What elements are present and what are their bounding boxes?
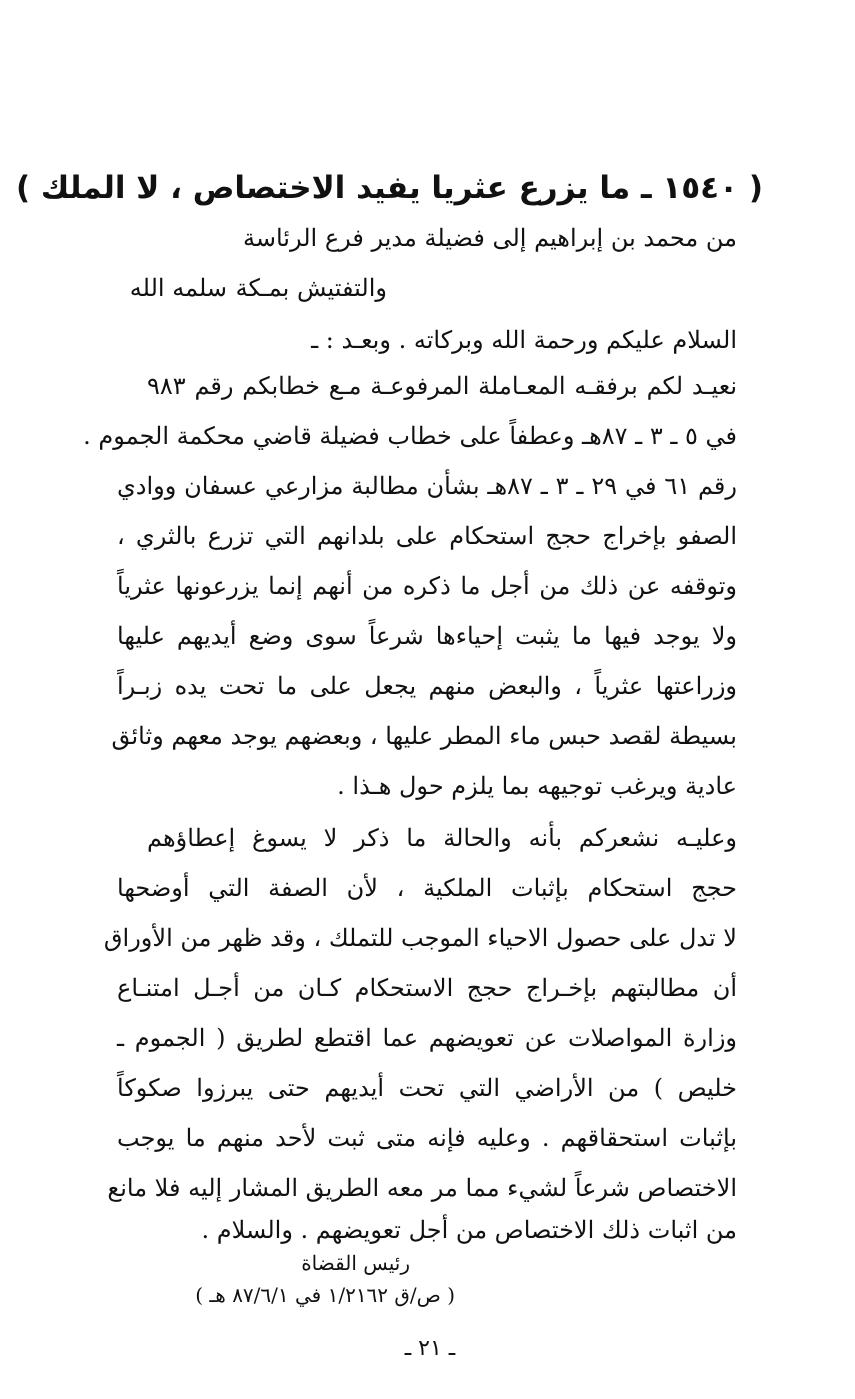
paragraph2-line: حجج استحكام بإثبات الملكية ، لأن الصفة التي أوضحها [117,874,737,902]
paragraph2-line: من اثبات ذلك الاختصاص من أجل تعويضهم . والسلام . [201,1216,737,1244]
paragraph1-line: ولا يوجد فيها ما يثبت إحياءها شرعاً سوى وضع أيديهم عليها [117,622,737,650]
greeting: السلام عليكم ورحمة الله وبركاته . وبعـد : ـ [311,326,737,354]
signature-reference: ( ص/ق ١/٢١٦٢ في ٨٧/٦/١ هـ ) [195,1283,455,1307]
signature-title: رئيس القضاة [301,1251,410,1275]
from-line: من محمد بن إبراهيم إلى فضيلة مدير فرع الرئاسة [243,224,737,252]
paragraph2-line: بإثبات استحقاقهم . وعليه فإنه متى ثبت لأحد منهم ما يوجب [117,1124,737,1152]
fatwa-title: ( ١٥٤٠ ـ ما يزرع عثريا يفيد الاختصاص ، لا الملك ) [15,170,763,206]
paragraph2-line: لا تدل على حصول الاحياء الموجب للتملك ، وقد ظهر من الأوراق [103,924,737,952]
paragraph2-line: وزارة المواصلات عن تعويضهم عما اقتطع لطريق ( الجموم ـ [117,1024,737,1052]
place-line: والتفتيش بمـكة [235,274,387,302]
paragraph2-line: الاختصاص شرعاً لشيء مما مر معه الطريق المشار إليه فلا مانع [107,1174,737,1202]
paragraph1-line: وتوقفه عن ذلك من أجل ما ذكره من أنهم إنما يزرعونها عثرياً [117,572,737,600]
paragraph1-line: عادية ويرغب توجيهه بما يلزم حول هـذا . [337,772,737,800]
paragraph2-line: أن مطالبتهم بإخـراج حجج الاستحكام كـان من أجـل امتنـاع [117,974,737,1002]
paragraph1-line: في ٥ ـ ٣ ـ ٨٧هـ وعطفاً على خطاب فضيلة قاضي محكمة الجموم . [83,422,737,450]
paragraph1-line: رقم ٦١ في ٢٩ ـ ٣ ـ ٨٧هـ بشأن مطالبة مزارعي عسفان ووادي [117,472,737,500]
paragraph1-line: نعيـد لكم برفقـه المعـاملة المرفوعـة مـع خطابكم رقم ٩٨٣ [147,372,737,400]
paragraph2-line: وعليـه نشعركم بأنه والحالة ما ذكر لا يسوغ إعطاؤهم [147,824,737,852]
page-number: ـ ٢١ ـ [404,1336,456,1361]
salute-line: سلمه الله [129,274,227,302]
paragraph1-line: بسيطة لقصد حبس ماء المطر عليها ، وبعضهم يوجد معهم وثائق [111,722,737,750]
paragraph1-line: وزراعتها عثرياً ، والبعض منهم يجعل على ما تحت يده زبـراً [117,672,738,700]
paragraph2-line: خليص ) من الأراضي التي تحت أيديهم حتى يبرزوا صكوكاً [117,1074,737,1102]
paragraph1-line: الصفو بإخراج حجج استحكام على بلدانهم التي تزرع بالثري ، [117,522,737,550]
